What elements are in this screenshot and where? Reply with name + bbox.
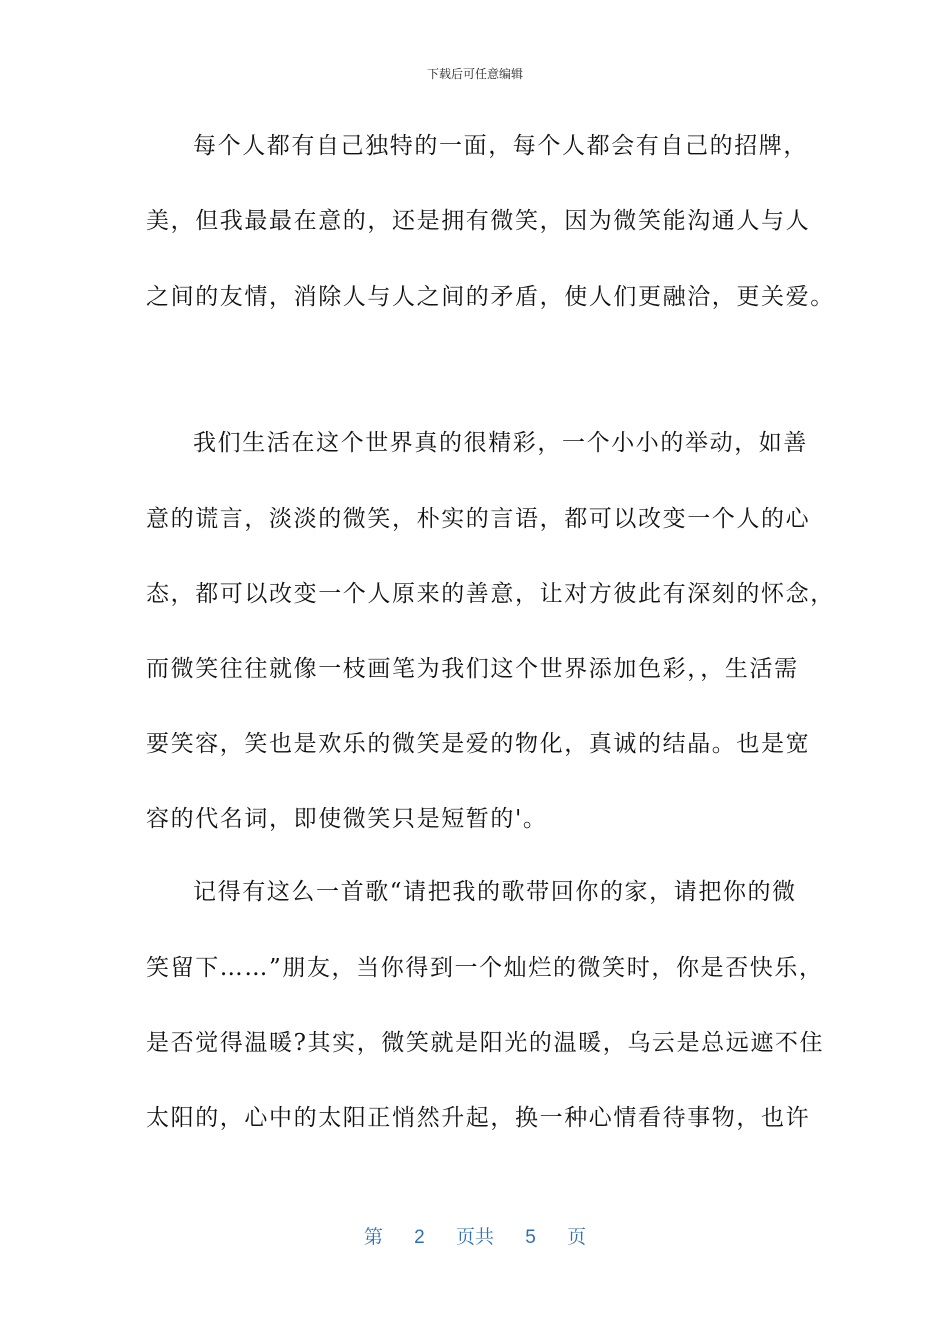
paragraph-2-line-4: 而微笑往往就像一枝画笔为我们这个世界添加色彩，，生活需 <box>146 656 799 682</box>
footer-page-suffix: 页 <box>567 1227 587 1248</box>
footer-page-number: 2 <box>414 1227 425 1248</box>
page-footer <box>0 1225 950 1251</box>
page-header: 下载后可任意编辑 <box>426 67 523 81</box>
paragraph-3-line-2: 笑留下……”朋友，当你得到一个灿烂的微笑时，你是否快乐， <box>146 955 824 981</box>
paragraph-2-line-5: 要笑容，笑也是欢乐的微笑是爱的物化，真诚的结晶。也是宽 <box>146 731 811 757</box>
paragraph-3-line-4: 太阳的，心中的太阳正悄然升起，换一种心情看待事物，也许 <box>146 1105 811 1131</box>
paragraph-2-line-2: 意的谎言，淡淡的微笑，朴实的言语，都可以改变一个人的心 <box>146 506 811 532</box>
paragraph-1-line-1: 每个人都有自己独特的一面，每个人都会有自己的招牌， <box>193 133 808 159</box>
footer-page-word: 第 <box>363 1227 383 1248</box>
paragraph-3-line-1: 记得有这么一首歌“请把我的歌带回你的家，请把你的微 <box>193 879 797 905</box>
paragraph-1-line-3: 之间的友情，消除人与人之间的矛盾，使人们更融洽，更关爱。 <box>146 284 835 310</box>
paragraph-1-line-2: 美，但我最最在意的，还是拥有微笑，因为微笑能沟通人与人 <box>146 208 811 234</box>
paragraph-2-line-3: 态，都可以改变一个人原来的善意，让对方彼此有深刻的怀念， <box>146 581 835 607</box>
footer-total-word: 页共 <box>455 1227 494 1248</box>
footer-total-pages: 5 <box>525 1227 536 1248</box>
paragraph-2-line-1: 我们生活在这个世界真的很精彩，一个小小的举动，如善 <box>193 430 808 456</box>
paragraph-2-line-6: 容的代名词，即使微笑只是短暂的'。 <box>146 806 548 832</box>
paragraph-3-line-3: 是否觉得温暖?其实，微笑就是阳光的温暖，乌云是总远遮不住 <box>146 1030 825 1056</box>
